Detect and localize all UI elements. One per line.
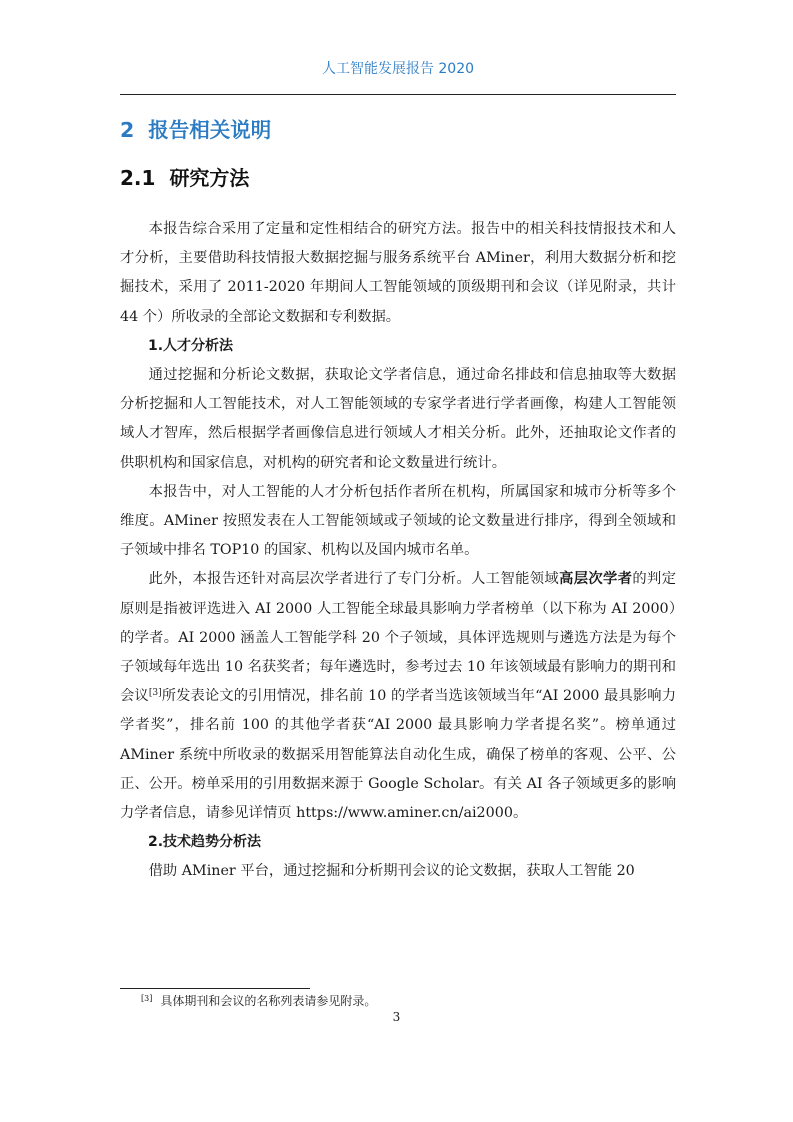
subheading-tech-trend: 2.技术趋势分析法 (148, 834, 262, 851)
paragraph-intro: 本报告综合采用了定量和定性相结合的研究方法。报告中的相关科技情报技术和人才分析，主要借助科技情报大数据挖掘与服务系统平台 AMiner，利用大数据分析和挖掘技术，采用了 2011-2020 年期间人工智能领域的顶级期刊和会议（详见附录，共计 44 个）所收录的全部论文数据和专利数据。 (120, 221, 676, 325)
header-divider (120, 94, 676, 95)
highlight-term: 高层次学者 (559, 571, 633, 588)
chapter-title: 报告相关说明 (148, 118, 272, 142)
paragraph-tech-trend: 借助 AMiner 平台，通过挖掘和分析期刊会议的论文数据，获取人工智能 20 (148, 863, 635, 880)
footnote-marker: [3] (141, 994, 153, 1003)
paragraph-talent-dimensions: 本报告中，对人工智能的人才分析包括作者所在机构，所属国家和城市分析等多个维度。AMiner 按照发表在人工智能领域或子领域的论文数量进行排序，得到全领域和子领域中排名 TOP10 的国家、机构以及国内城市名单。 (120, 483, 676, 559)
paragraph-text: 的判定原则是指被评选进入 AI 2000 人工智能全球最具影响力学者榜单（以下称为 AI 2000）的学者。AI 2000 涵盖人工智能学科 20 个子领域，具体评选规则与遴选方法是为每个子领域每年选出 10 名获奖者；每年遴选时，参考过去 10 年该领域最有影响力的期刊和会议 (120, 571, 677, 705)
body-text (120, 215, 676, 887)
running-header: 人工智能发展报告 2020 (321, 61, 475, 77)
chapter-heading (120, 113, 271, 143)
footnote-divider (120, 988, 310, 989)
footnote (141, 992, 376, 1009)
footnote-text: 具体期刊和会议的名称列表请参见附录。 (160, 994, 377, 1008)
chapter-number: 2 (120, 118, 135, 142)
subheading-talent-analysis: 1.人才分析法 (148, 337, 234, 354)
paragraph-talent-mining: 通过挖掘和分析论文数据，获取论文学者信息，通过命名排歧和信息抽取等大数据分析挖掘和人工智能技术，对人工智能领域的专家学者进行学者画像，构建人工智能领域人才智库，然后根据学者画像信息进行领域人才相关分析。此外，还抽取论文作者的供职机构和国家信息，对机构的研究者和论文数量进行统计。 (120, 367, 676, 471)
footnote-reference[interactable]: [3] (148, 688, 162, 699)
section-title: 研究方法 (169, 166, 250, 190)
section-number: 2.1 (120, 166, 156, 190)
paragraph-high-level-scholars (120, 565, 676, 828)
section-heading (120, 162, 249, 191)
page-number: 3 (392, 1010, 401, 1024)
paragraph-text: 此外，本报告还针对高层次学者进行了专门分析。人工智能领域 (148, 571, 560, 588)
paragraph-text: 所发表论文的引用情况，排名前 10 的学者当选该领域当年“AI 2000 最具影响力学者奖”，排名前 100 的其他学者获“AI 2000 最具影响力学者提名奖”。榜单通过 AMiner 系统中所收录的数据采用智能算法自动化生成，确保了榜单的客观、公平、公正、公开。榜单采用的引用数据来源于 Google Scholar。有关 AI 各子领域更多的影响力学者信息，请参见详情页 https://www.aminer.cn/ai2000。 (120, 688, 676, 822)
